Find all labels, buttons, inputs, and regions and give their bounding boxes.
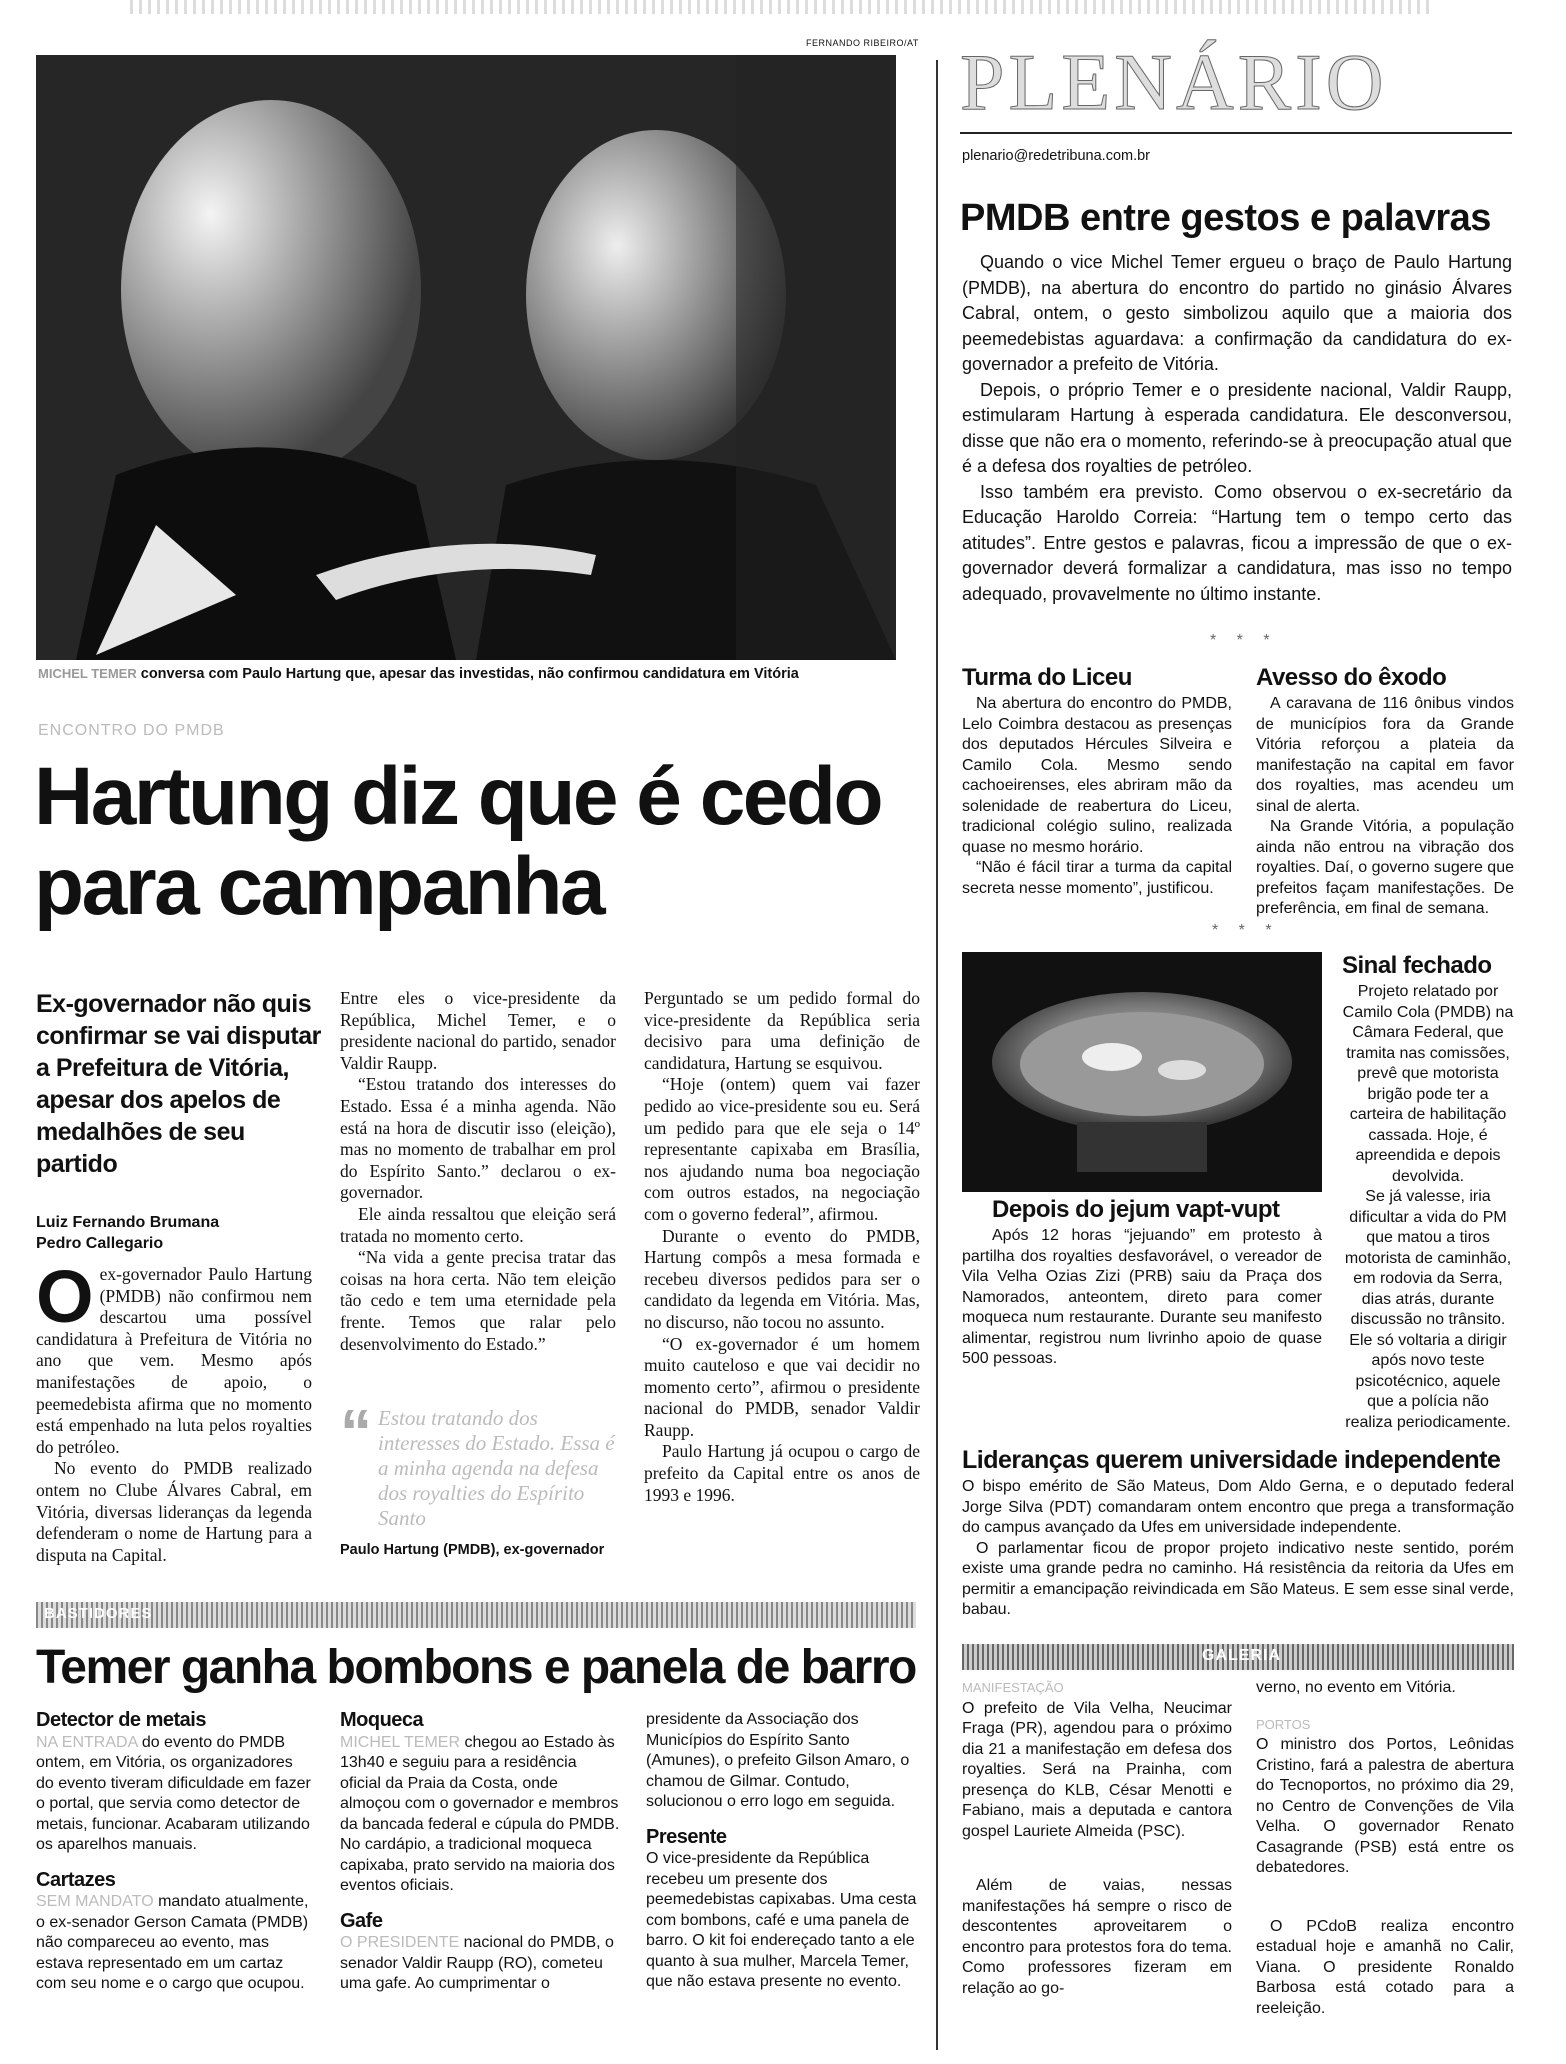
galeria-label: GALERIA (1202, 1647, 1281, 1664)
story-col2 (340, 988, 616, 1355)
avesso-p1: A caravana de 116 ônibus vindos de municípios fora da Grande Vitória reforçou a plateia da manifestação na capital em favor dos royalties, mas acendeu um sinal de alerta. (1256, 695, 1514, 815)
liderancas-box (962, 1446, 1514, 1621)
sinal-box (1342, 952, 1514, 1433)
plenario-p2: Depois, o próprio Temer e o presidente nacional, Valdir Raupp, estimularam Hartung à esperada candidatura. Ele desconversou, disse que não era o momento, referindo-se à preocupação atual que é a defesa dos royalties de petróleo. (962, 379, 1512, 476)
plenario-title: PLENÁRIO (960, 39, 1388, 127)
sinal-text (1342, 982, 1514, 1433)
story-col3-p2: “Hoje (ontem) quem vai fazer pedido ao vice-presidente sou eu. Será um pedido para que ele seja o 14º representante capixaba em Brasília, nos ajudando numa boa negociação com outros estados, na negociação com o governo federal”, afirmou. (644, 1074, 920, 1224)
galeria-text-3: verno, no evento em Vitória. (1256, 1679, 1456, 1696)
sinal-p2: Se já valesse, iria dificultar a vida do PM que matou a tiros motorista de caminhão, em rodovia da Serra, dias atrás, durante discussão no trânsito. Ele só voltaria a dirigir após novo teste psicotécnico, aquele que a polícia não realiza periodicamente. (1344, 1188, 1512, 1431)
gafe-title: Gafe (340, 1909, 383, 1932)
column-divider (936, 60, 938, 2050)
turma-title: Turma do Liceu (962, 664, 1132, 691)
cartazes-title: Cartazes (36, 1868, 116, 1891)
story-col3-p1: Perguntado se um pedido formal do vice-presidente da República seria decisivo para uma definição de candidatura, Hartung se esquivou. (644, 988, 920, 1073)
plenario-p3: Isso também era previsto. Como observou o ex-secretário da Educação Haroldo Correia: “Hartung tem o tempo certo das atitudes”. Entre gestos e palavras, ficou a impressão de que o ex-governador deverá formalizar a candidatura, mas isso no tempo adequado, provavelmente no último instante. (962, 481, 1512, 604)
avesso-title: Avesso do êxodo (1256, 664, 1447, 691)
story-col1-p2: No evento do PMDB realizado ontem no Clube Álvares Cabral, em Vitória, diversas lideranças da legenda defenderam o nome de Hartung para a disputa na Capital. (36, 1458, 312, 1565)
galeria-text-1: O prefeito de Vila Velha, Neucimar Fraga (PR), agendou para o próximo dia 21 a manifestação em defesa dos royalties. Será na Prainha, com presença do KLB, César Menotti e Fabiano, mais a deputada e cantora gospel Lauriete Almeida (PSC). (962, 1699, 1232, 1840)
author-2: Pedro Callegario (36, 1235, 164, 1252)
moqueca-lead: MICHEL TEMER (340, 1733, 461, 1751)
plenario-headline: PMDB entre gestos e palavras (960, 197, 1491, 239)
bastidores-label: BASTIDORES (44, 1605, 153, 1622)
story-col2-p3: Ele ainda ressaltou que eleição será tratada no momento certo. (340, 1203, 616, 1246)
separator-dots-1: * * * (1210, 632, 1278, 649)
presente-title: Presente (646, 1825, 727, 1848)
main-photo (36, 55, 896, 660)
quote-text: Estou tratando dos interesses do Estado. Essa é a minha agenda na defesa dos royalties do Espírito Santo (378, 1406, 615, 1530)
detector-body: do evento do PMDB ontem, em Vitória, os organizadores do evento tiveram dificuldade em fazer o portal, que servia como detector de metais, funcionar. Acabaram utilizando os aparelhos manuais. (36, 1733, 311, 1853)
story-deck: Ex-governador não quis confirmar se vai disputar a Prefeitura de Vitória, apesar dos apelos de medalhões de seu partido (36, 990, 321, 1178)
story-col3-p5: Paulo Hartung já ocupou o cargo de prefeito da Capital entre os anos de 1993 e 1996. (644, 1441, 920, 1505)
avesso-p2: Na Grande Vitória, a população ainda não entrou na vibração dos royalties. Daí, o governo sugere que prefeitos façam manifestações. De preferência, em final de semana. (1256, 818, 1514, 917)
bastidores-headline: Temer ganha bombons e panela de barro (36, 1641, 916, 1694)
avesso-box (1256, 664, 1514, 920)
liderancas-title: Lideranças querem universidade independente (962, 1446, 1501, 1474)
story-authors (36, 1212, 219, 1254)
story-col1 (36, 1255, 312, 1566)
author-1: Luiz Fernando Brumana (36, 1214, 220, 1231)
jejum-text: Após 12 horas “jejuando” em protesto à partilha dos royalties desfavorável, o vereador de Vila Velha Ozias Zizi (PRB) saiu da Praça dos Namorados, anteontem, direto para comer moqueca num restaurante. Durante seu manifesto alimentar, registrou num livrinho apoio de quase 500 pessoas. (962, 1227, 1322, 1367)
plenario-rule (960, 132, 1512, 134)
galeria-lead-1: MANIFESTAÇÃO (962, 1680, 1064, 1695)
bastidores-col1 (36, 1710, 312, 1995)
cartazes-lead: SEM MANDATO (36, 1893, 154, 1910)
liderancas-text (962, 1477, 1514, 1621)
liderancas-p2: O parlamentar ficou de propor projeto indicativo neste sentido, porém existe uma grande pedra no caminho. Há resistência da reitoria da Ufes em permitir a emancipação reivindicada em São Mateus. E sem esse sinal verde, babau. (962, 1539, 1514, 1618)
photo-caption (38, 666, 799, 682)
galeria-left (962, 1678, 1232, 1999)
galeria-lead-4: PORTOS (1256, 1716, 1311, 1732)
turma-p2: “Não é fácil tirar a turma da capital secreta nesse momento”, justificou. (962, 859, 1232, 897)
story-col3 (644, 988, 920, 1506)
galeria-bar (962, 1644, 1514, 1670)
moqueca-title: Moqueca (340, 1709, 424, 1731)
top-edge-noise (130, 0, 1430, 14)
story-col2-p1: Entre eles o vice-presidente da República, Michel Temer, e o presidente nacional do partido, senador Valdir Raupp. (340, 988, 616, 1073)
cartazes-text (36, 1892, 312, 1995)
quote-attribution: Paulo Hartung (PMDB), ex-governador (340, 1542, 605, 1558)
story-kicker: ENCONTRO DO PMDB (38, 722, 225, 739)
gafe-text (340, 1933, 620, 1995)
galeria-right (1256, 1678, 1514, 2019)
quote-mark-icon: “ (340, 1396, 372, 1468)
photo-temer-hartung (36, 55, 896, 660)
plenario-lead-text (962, 250, 1512, 607)
turma-box (962, 664, 1232, 899)
story-col2-p2: “Estou tratando dos interesses do Estado. Essa é a minha agenda. Não está na hora de discutir isso (eleição), mas no momento de trabalhar em prol do Espírito Santo.” declarou o ex-governador. (340, 1074, 616, 1203)
story-col1-p1: ex-governador Paulo Hartung (PMDB) não confirmou nem descartou uma possível candidatura à Prefeitura de Vitória no ano que vem. Mesmo após manifestações de apoio, o peemedebista afirma que no momento está empenhado na luta pelos royalties do petróleo. (36, 1264, 312, 1457)
moqueca-body: chegou ao Estado às 13h40 e seguiu para a residência oficial da Praia da Costa, onde almoçou com o governador e membros da bancada federal e cúpula do PMDB. No cardápio, a tradicional moqueca capixaba, prato servido na maioria dos eventos oficiais. (340, 1733, 620, 1894)
avesso-text (1256, 694, 1514, 920)
story-col3-p3: Durante o evento do PMDB, Hartung compôs a mesa formada e recebeu diversos pedidos para ser o candidato da legenda em Vitória. Mas, no discurso, não tocou no assunto. (644, 1225, 920, 1332)
gafe-body: nacional do PMDB, o senador Valdir Raupp (RO), cometeu uma gafe. Ao cumprimentar o (340, 1934, 614, 1992)
cartazes-body: mandato atualmente, o ex-senador Gerson Camata (PMDB) não compareceu ao evento, mas estava representado em um cartaz com seu nome e o cargo que ocupou. (36, 1893, 309, 1992)
moqueca-text (340, 1733, 620, 1897)
story-col3-p4: “O ex-governador é um homem muito cauteloso e que vai decidir no momento certo”, afirmou o presidente nacional do PMDB, senador Valdir Raupp. (644, 1333, 920, 1440)
detector-title: Detector de metais (36, 1709, 206, 1731)
photo-moqueca (962, 952, 1322, 1192)
jejum-title: Depois do jejum vapt-vupt (992, 1196, 1280, 1223)
dropcap: O (36, 1255, 94, 1338)
bastidores-bar (36, 1602, 916, 1628)
plenario-p1: Quando o vice Michel Temer ergueu o braço de Paulo Hartung (PMDB), na abertura do encontro do partido no ginásio Álvares Cabral, ontem, o gesto simbolizou aquilo que a maioria dos peemedebistas aguardava: a confirmação da candidatura do ex-governador a prefeito de Vitória. (962, 252, 1512, 374)
presente-text: O vice-presidente da República recebeu um presente dos peemedebistas capixabas. Uma cesta com bombons, café e uma panela de barro. O kit foi endereçado tanto a ele quanto à sua mulher, Marcela Temer, que não estava presente no evento. (646, 1850, 917, 1990)
turma-text (962, 694, 1232, 899)
detector-text (36, 1733, 312, 1856)
liderancas-p1: O bispo emérito de São Mateus, Dom Aldo Gerna, e o deputado federal Jorge Silva (PDT) comandaram ontem encontro que prega a transformação do campus avançado da Ufes em universidade independente. (962, 1478, 1514, 1536)
photo-credit: FERNANDO RIBEIRO/AT (806, 38, 919, 48)
galeria-text-4: O ministro dos Portos, Leônidas Cristino, fará a palestra de abertura do Tecnoportos, no próximo dia 29, no Centro de Convenções de Vila Velha. O governador Renato Casagrande (PSB) está entre os debatedores. (1256, 1736, 1514, 1876)
story-col2-p4: “Na vida a gente precisa tratar das coisas na hora certa. Não tem eleição tão cedo e tem uma eternidade pela frente. Temos que ralar pelo desenvolvimento do Estado.” (340, 1247, 616, 1354)
sinal-title: Sinal fechado (1342, 952, 1492, 979)
main-headline: Hartung diz que é cedo para campanha (34, 751, 882, 932)
sinal-p1: Projeto relatado por Camilo Cola (PMDB) na Câmara Federal, que tramita nas comissões, prevê que motorista brigão pode ter a carteira de habilitação cassada. Hoje, é apreendida e depois devolvida. (1342, 983, 1514, 1185)
pull-quote (340, 1396, 616, 1558)
galeria-text-5: O PCdoB realiza encontro estadual hoje e amanhã no Calir, Viana. O presidente Ronaldo Barbosa está cotado para a reeleição. (1256, 1917, 1514, 2017)
bastidores-col2 (340, 1710, 620, 1995)
photo-caption-name: MICHEL TEMER (38, 666, 137, 681)
gafe-cont-text: presidente da Associação dos Municípios do Espírito Santo (Amunes), o prefeito Gilson Amaro, o chamou de Gilmar. Contudo, solucionou o erro logo em seguida. (646, 1711, 910, 1810)
plenario-email: plenario@redetribuna.com.br (962, 148, 1151, 164)
jejum-box (962, 1196, 1322, 1370)
bastidores-col3 (646, 1710, 920, 1993)
gafe-lead: O PRESIDENTE (340, 1934, 460, 1951)
detector-lead: NA ENTRADA (36, 1733, 138, 1751)
galeria-text-2: Além de vaias, nessas manifestações há sempre o risco de descontentes aproveitarem o encontro para protestos fora do tema. Como professores fizeram em relação ao go- (962, 1877, 1232, 1997)
moqueca-photo (962, 952, 1322, 1192)
turma-p1: Na abertura do encontro do PMDB, Lelo Coimbra destacou as presenças dos deputados Hércules Silveira e Camilo Cola. Mesmo sendo cachoeirenses, eles abriram mão da solenidade de reabertura do Liceu, tradicional colégio sulino, realizada quase no mesmo horário. (962, 695, 1232, 856)
separator-dots-2: * * * (1212, 922, 1280, 939)
photo-caption-text: conversa com Paulo Hartung que, apesar das investidas, não confirmou candidatura em Vitória (140, 666, 799, 682)
